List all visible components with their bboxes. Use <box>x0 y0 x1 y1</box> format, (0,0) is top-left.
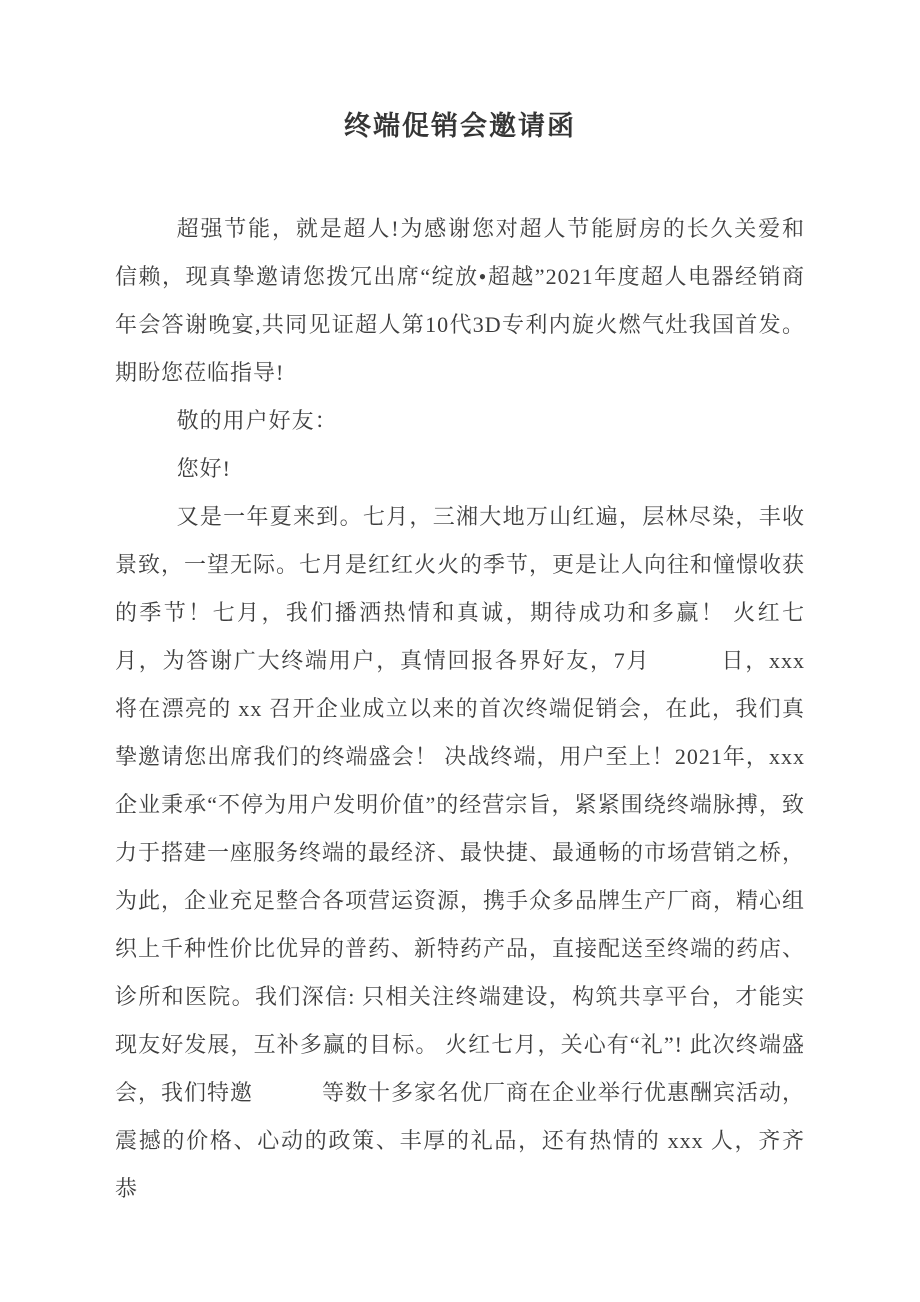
paragraph-greeting: 您好! <box>176 456 231 481</box>
paragraph-main: 又是一年夏来到。七月，三湘大地万山红遍，层林尽染，丰收景致，一望无际。七月是红红火火的季节，更是让人向往和憧憬收获的季节！七月，我们播洒热情和真诚，期待成功和多赢！ 火红七月，为答谢广大终端用户，真情回报各界好友，7月 日，xxx 将在漂亮的 xx 召开企业成立以来的首次终端促销会，在此，我们真挚邀请您出席我们的终端盛会！ 决战终端，用户至上！2021年，xxx 企业秉承“不停为用户发明价值”的经营宗旨，紧紧围绕终端脉搏，致力于搭建一座服务终端的最经济、最快捷、最通畅的市场营销之桥，为此，企业充足整合各项营运资源，携手众多品牌生产厂商，精心组织上千种性价比优异的普药、新特药产品，直接配送至终端的药店、诊所和医院。我们深信: 只相关注终端建设，构筑共享平台，才能实现友好发展，互补多赢的目标。 火红七月，关心有“礼”! 此次终端盛会，我们特邀 等数十多家名优厂商在企业举行优惠酬宾活动，震撼的价格、心动的政策、丰厚的礼品，还有热情的 xxx 人，齐齐恭 <box>115 504 806 1201</box>
paragraph-salutation: 敬的用户好友： <box>176 408 338 433</box>
paragraph-intro: 超强节能，就是超人!为感谢您对超人节能厨房的长久关爱和信赖，现真挚邀请您拨冗出席“绽放•超越”2021年度超人电器经销商年会答谢晚宴,共同见证超人第10代3D专利内旋火燃气灶我国首发。期盼您莅临指导! <box>115 216 806 385</box>
document-body <box>115 205 805 1213</box>
document-title: 终端促销会邀请函 <box>344 111 576 141</box>
